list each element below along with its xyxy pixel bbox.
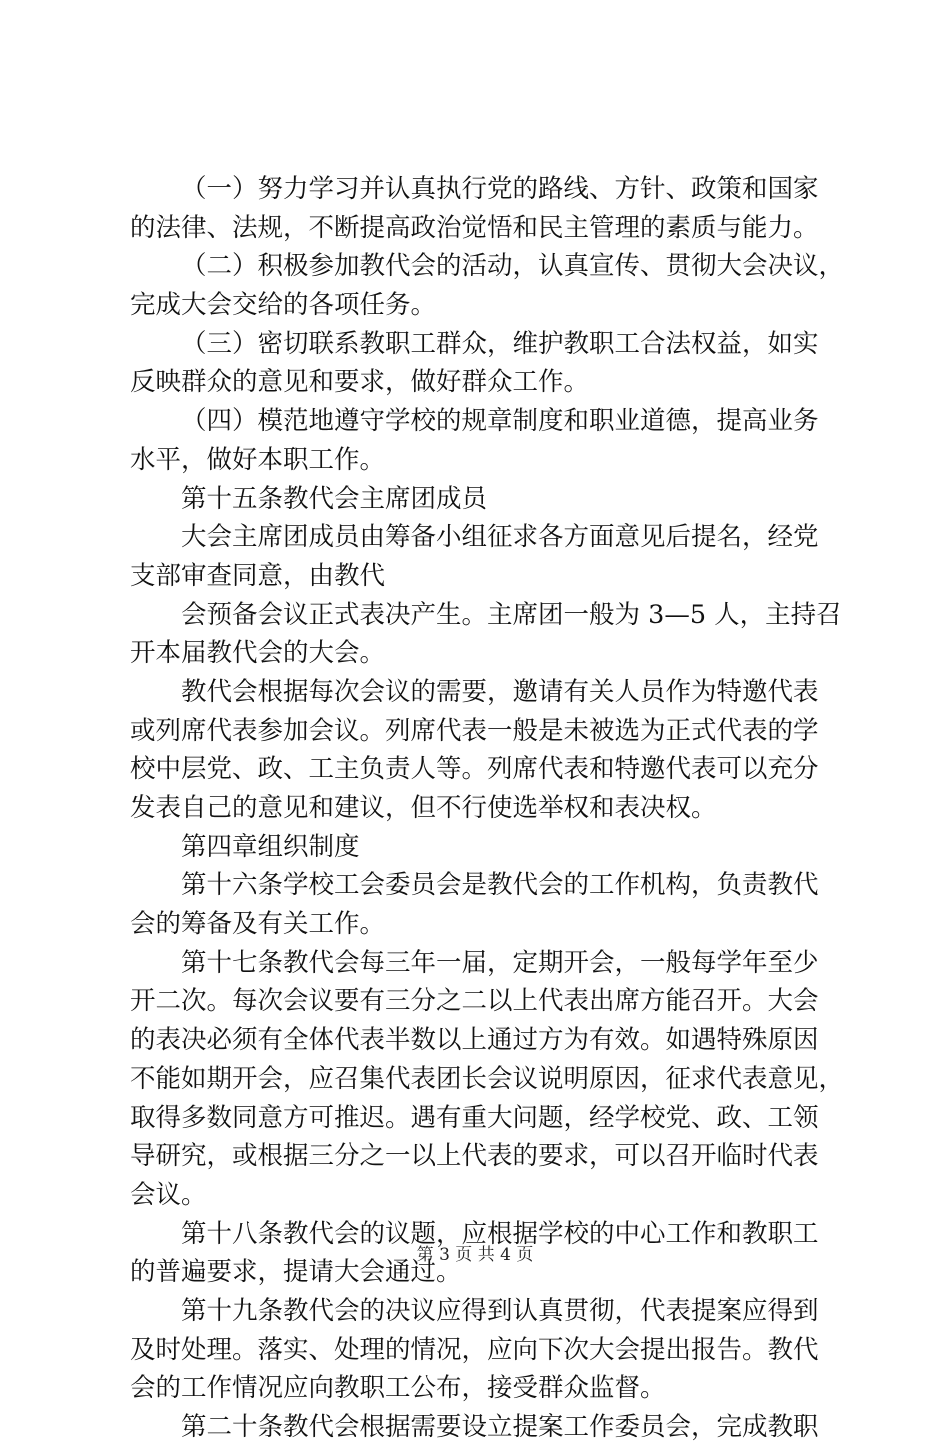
text-line: 开二次。每次会议要有三分之二以上代表出席方能召开。大会 — [130, 986, 819, 1017]
text-line: 开本届教代会的大会。 — [130, 638, 386, 669]
text-line: 完成大会交给的各项任务。 — [130, 290, 437, 321]
text-line: （一）努力学习并认真执行党的路线、方针、政策和国家 — [181, 174, 819, 204]
text-line: 反映群众的意见和要求，做好群众工作。 — [130, 367, 590, 398]
text-line: （三）密切联系教职工群众，维护教职工合法权益，如实 — [181, 328, 819, 359]
text-line: 的表决必须有全体代表半数以上通过方为有效。如遇特殊原因 — [130, 1025, 819, 1056]
text-line: （二）积极参加教代会的活动，认真宣传、贯彻大会决议， — [181, 251, 845, 282]
text-line: 第十五条教代会主席团成员 — [181, 483, 488, 514]
text-line: 导研究，或根据三分之一以上代表的要求，可以召开临时代表 — [130, 1141, 819, 1172]
text-line: 会的筹备及有关工作。 — [130, 909, 386, 940]
text-line: 第十九条教代会的决议应得到认真贯彻，代表提案应得到 — [181, 1295, 819, 1326]
text-line: 及时处理。落实、处理的情况，应向下次大会提出报告。教代 — [130, 1334, 819, 1365]
text-line: 发表自己的意见和建议，但不行使选举权和表决权。 — [130, 793, 717, 823]
text-line: 大会主席团成员由筹备小组征求各方面意见后提名，经党 — [181, 522, 819, 553]
text-line: 支部审查同意，由教代 — [130, 560, 386, 591]
text-line: 校中层党、政、工主负责人等。列席代表和特邀代表可以充分 — [130, 754, 819, 785]
page-footer: 第 3 页 共 4 页 — [416, 1245, 534, 1265]
text-line: 的法律、法规，不断提高政治觉悟和民主管理的素质与能力。 — [130, 212, 819, 243]
text-line: 会预备会议正式表决产生。主席团一般为 3—5 人，主持召 — [181, 599, 842, 630]
text-line: 第十六条学校工会委员会是教代会的工作机构，负责教代 — [181, 870, 819, 901]
text-line: 第四章组织制度 — [181, 831, 360, 862]
text-line: 会的工作情况应向教职工公布，接受群众监督。 — [130, 1373, 666, 1404]
text-line: 或列席代表参加会议。列席代表一般是未被选为正式代表的学 — [130, 715, 819, 746]
text-line: 的普遍要求，提请大会通过。 — [130, 1257, 462, 1288]
text-line: 教代会根据每次会议的需要，邀请有关人员作为特邀代表 — [181, 676, 819, 707]
text-line: 第十八条教代会的议题，应根据学校的中心工作和教职工 — [181, 1218, 819, 1249]
text-line: 第十七条教代会每三年一届，定期开会，一般每学年至少 — [181, 947, 819, 978]
text-line: 会议。 — [130, 1179, 207, 1210]
text-line: 取得多数同意方可推迟。遇有重大问题，经学校党、政、工领 — [130, 1102, 819, 1133]
text-line: 不能如期开会，应召集代表团长会议说明原因，征求代表意见， — [130, 1063, 845, 1094]
text-line: 水平，做好本职工作。 — [130, 444, 386, 475]
text-line: （四）模范地遵守学校的规章制度和职业道德，提高业务 — [181, 406, 819, 437]
text-line: 第二十条教代会根据需要设立提案工作委员会，完成教职 — [181, 1412, 819, 1442]
